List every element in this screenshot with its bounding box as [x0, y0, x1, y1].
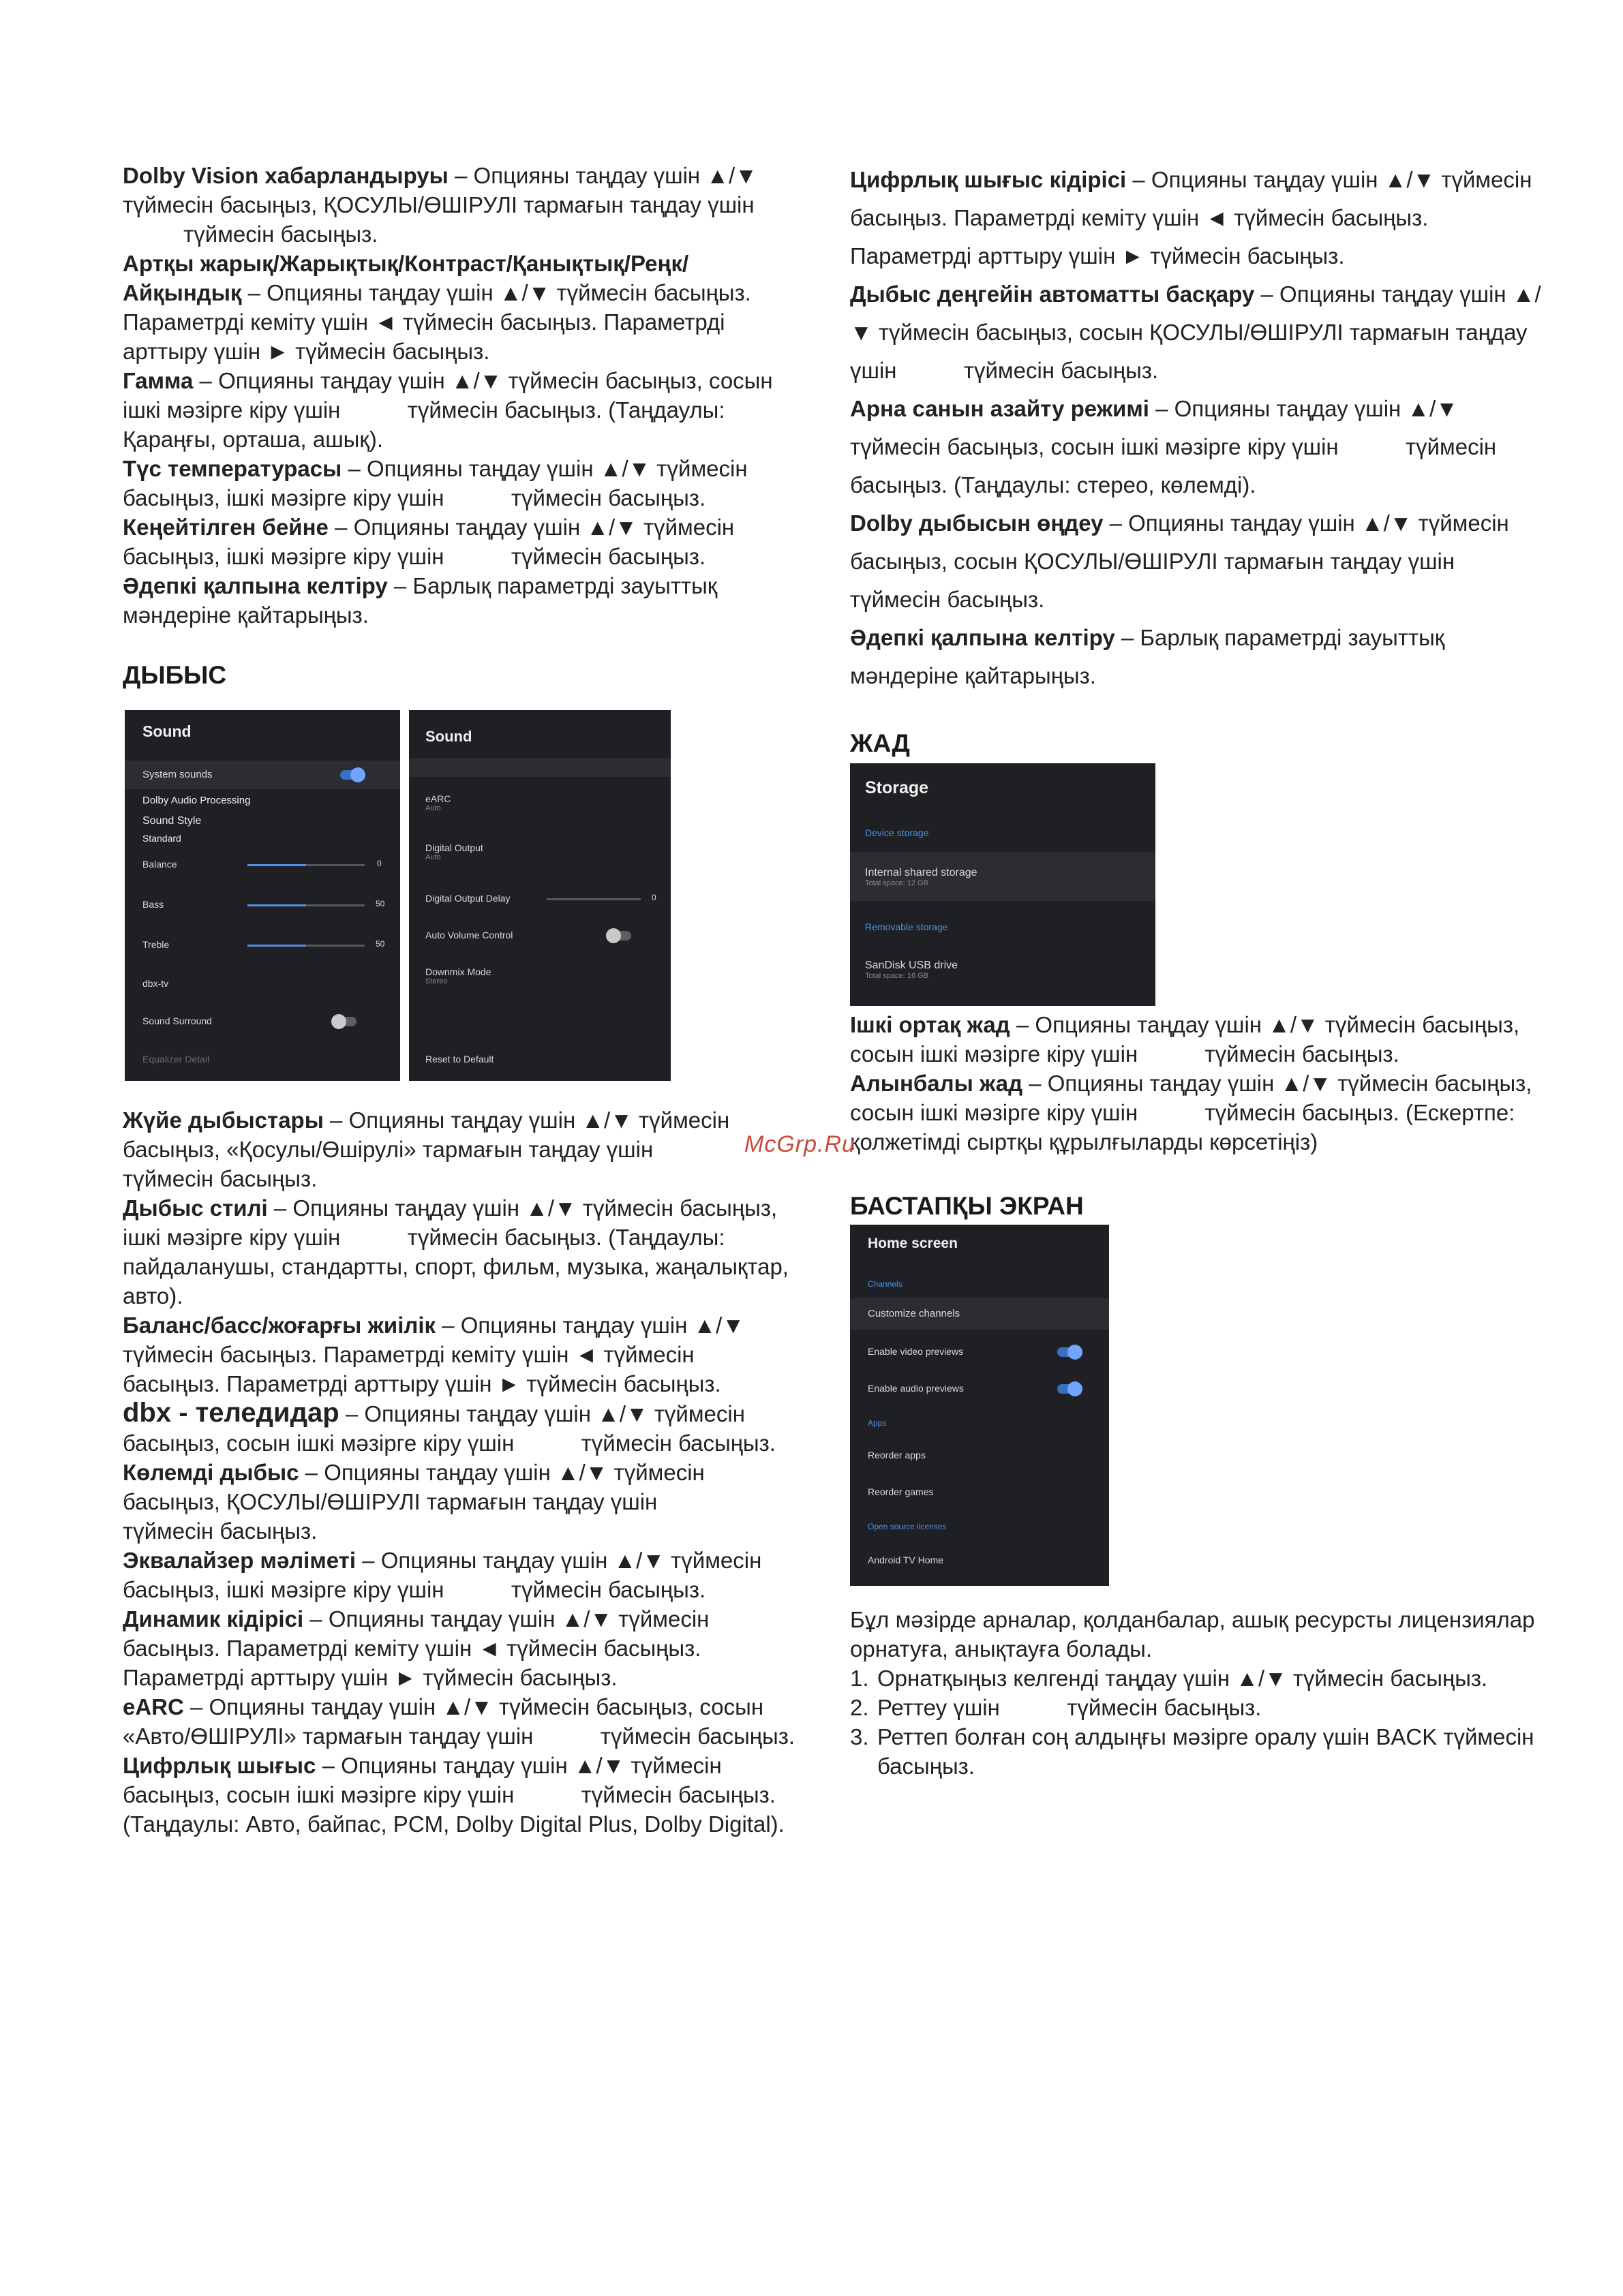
- paragraph-internal-storage: Ішкі ортақ жад – Опцияны таңдау үшін ▲/▼ түймесін басыңыз, сосын ішкі мәзірге кіру үшін түймесін басыңыз.: [850, 1012, 1520, 1067]
- storage-screen: [850, 763, 1155, 1006]
- system-sounds-toggle[interactable]: [340, 770, 363, 780]
- paragraph-advanced-video: Кеңейтілген бейне – Опцияны таңдау үшін ▲/▼ түймесін басыңыз, ішкі мәзірге кіру үшін түймесін басыңыз.: [123, 515, 735, 569]
- earc-row[interactable]: eARC Auto: [425, 793, 451, 812]
- paragraph-surround: Көлемді дыбыс – Опцияны таңдау үшін ▲/▼ түймесін басыңыз, ҚОСУЛЫ/ӨШІРУЛІ тармағын таңдау үшін түймесін басыңыз.: [123, 1460, 705, 1544]
- heading-storage: ЖАД: [850, 729, 910, 757]
- internal-storage-row[interactable]: Internal shared storage Total space: 12 GB: [850, 852, 1155, 901]
- apps-label: Apps: [868, 1418, 887, 1428]
- balance-slider-fill: [247, 864, 306, 866]
- paragraph-sound-style: Дыбыс стилі – Опцияны таңдау үшін ▲/▼ түймесін басыңыз, ішкі мәзірге кіру үшін түймесін басыңыз. (Таңдаулы: пайдаланушы, стандартты, спорт, фильм, музыка, жаңалықтар, авто).: [123, 1195, 789, 1308]
- screen-title: Storage: [865, 778, 929, 797]
- term: Dolby Vision хабарландыруы: [123, 163, 449, 188]
- paragraph-backlight: Артқы жарық/Жарықтық/Контраст/Қанықтық/Реңк/ Айқындық – Опцияны таңдау үшін ▲/▼ түймесін басыңыз. Параметрді кеміту үшін ◄ түймесін басыңыз. Параметрді арттыру үшін ► түймесін басыңыз.: [123, 251, 751, 364]
- right-column: [850, 161, 1545, 1781]
- digital-delay-slider[interactable]: [547, 898, 641, 900]
- sound-screenshots: [123, 710, 798, 1105]
- digital-output-row[interactable]: Digital Output Auto: [425, 842, 483, 861]
- balance-slider[interactable]: [247, 864, 365, 866]
- paragraph-dolby-vision: Dolby Vision хабарландыруы – Опцияны таңдау үшін ▲/▼ түймесін басыңыз, ҚОСУЛЫ/ӨШІРУЛІ тармағын таңдау үшін түймесін басыңыз.: [123, 163, 757, 247]
- paragraph-gamma: Гамма – Опцияны таңдау үшін ▲/▼ түймесін басыңыз, сосын ішкі мәзірге кіру үшін түймесін басыңыз. (Таңдаулы: Қараңғы, орташа, ашық).: [123, 368, 773, 452]
- paragraph-earc: eARC – Опцияны таңдау үшін ▲/▼ түймесін басыңыз, сосын «Авто/ӨШІРУЛІ» тармағын таңдау үшін түймесін басыңыз.: [123, 1694, 795, 1749]
- system-sounds-row[interactable]: System sounds: [125, 761, 400, 789]
- downmix-row[interactable]: Downmix Mode Stereo: [425, 966, 491, 985]
- list-item: 3. Реттеп болған соң алдыңғы мәзірге оралу үшін BACK түймесін басыңыз.: [850, 1724, 1534, 1779]
- paragraph-color-temperature: Түс температурасы – Опцияны таңдау үшін ▲/▼ түймесін басыңыз, ішкі мәзірге кіру үшін түймесін басыңыз.: [123, 456, 748, 510]
- list-item: 1. Орнатқыңыз келгенді таңдау үшін ▲/▼ түймесін басыңыз.: [850, 1666, 1488, 1691]
- audio-previews-toggle[interactable]: [1057, 1384, 1080, 1394]
- paragraph-digital-output: Цифрлық шығыс – Опцияны таңдау үшін ▲/▼ түймесін басыңыз, сосын ішкі мәзірге кіру үшін түймесін басыңыз. (Таңдаулы: Авто, байпас, PCM, Dolby Digital Plus, Dolby Digital).: [123, 1753, 785, 1837]
- screen-title: Sound: [425, 728, 472, 745]
- paragraph-digital-output-delay: Цифрлық шығыс кідірісі – Опцияны таңдау үшін ▲/▼ түймесін басыңыз. Параметрді кеміту үшін ◄ түймесін басыңыз. Параметрді арттыру үшін ► түймесін басыңыз.: [850, 167, 1532, 269]
- bass-slider[interactable]: [247, 904, 365, 906]
- watermark: McGrp.Ru: [744, 1131, 855, 1157]
- sound-surround-toggle[interactable]: [333, 1017, 357, 1026]
- paragraph-system-sounds: Жүйе дыбыстары – Опцияны таңдау үшін ▲/▼ түймесін басыңыз, «Қосулы/Өшірулі» тармағын таңдау үшін түймесін басыңыз.: [123, 1107, 730, 1191]
- paragraph-auto-volume: Дыбыс деңгейін автоматты басқару – Опцияны таңдау үшін ▲/▼ түймесін басыңыз, сосын ҚОСУЛЫ/ӨШІРУЛІ тармағын таңдау үшін түймесін басыңыз.: [850, 281, 1541, 383]
- licenses-label[interactable]: Open source licenses: [868, 1522, 947, 1531]
- left-column: [123, 161, 798, 1839]
- steps-list: [850, 1664, 1545, 1781]
- sound-screen-2: Sound eARC Auto Digital Output Auto Digital Output Delay 0 Auto Volume Control Downmix Mode Stereo Reset to Default: [409, 710, 671, 1081]
- treble-slider-fill: [247, 945, 306, 947]
- paragraph-dbx: dbx - теледидар – Опцияны таңдау үшін ▲/▼ түймесін басыңыз, сосын ішкі мәзірге кіру үшін түймесін басыңыз.: [123, 1398, 776, 1456]
- paragraph-home-intro: Бұл мәзірде арналар, қолданбалар, ашық ресурсты лицензиялар орнатуға, анықтауға болады.: [850, 1607, 1535, 1662]
- channels-label: Channels: [868, 1279, 902, 1289]
- home-screen: Home screen Channels Customize channels Enable video previews Enable audio previews Apps Reorder apps Reorder games Open source licenses Android TV Home: [850, 1225, 1109, 1586]
- usb-drive-row[interactable]: SanDisk USB drive Total space: 16 GB: [865, 960, 958, 980]
- paragraph-reset-right: Әдепкі қалпына келтіру – Барлық параметрді зауыттық мәндеріне қайтарыңыз.: [850, 625, 1445, 688]
- screen-title: Home screen: [868, 1236, 958, 1251]
- paragraph-dolby-audio: Dolby дыбысын өңдеу – Опцияны таңдау үшін ▲/▼ түймесін басыңыз, сосын ҚОСУЛЫ/ӨШІРУЛІ тармағын таңдау үшін түймесін басыңыз.: [850, 510, 1509, 612]
- screen-title: Sound: [142, 722, 192, 740]
- treble-slider[interactable]: [247, 945, 365, 947]
- bass-slider-fill: [247, 904, 306, 906]
- sound-screen-1: Sound System sounds Dolby Audio Processing Sound Style Standard Balance 0 Bass 50 Treble 50 dbx-tv Sound Surround Equalizer Detail: [125, 710, 400, 1081]
- device-storage-label: Device storage: [865, 827, 929, 838]
- paragraph-balance: Баланс/басс/жоғарғы жиілік – Опцияны таңдау үшін ▲/▼ түймесін басыңыз. Параметрді кеміту үшін ◄ түймесін басыңыз. Параметрді арттыру үшін ► түймесін басыңыз.: [123, 1313, 745, 1396]
- auto-volume-toggle[interactable]: [608, 931, 631, 940]
- heading-sound: ДЫБЫС: [123, 661, 227, 689]
- heading-home-screen: БАСТАПҚЫ ЭКРАН: [850, 1192, 1084, 1220]
- paragraph-equalizer: Эквалайзер мәліметі – Опцияны таңдау үшін ▲/▼ түймесін басыңыз, ішкі мәзірге кіру үшін түймесін басыңыз.: [123, 1548, 762, 1602]
- video-previews-toggle[interactable]: [1057, 1347, 1080, 1357]
- paragraph-speaker-delay: Динамик кідірісі – Опцияны таңдау үшін ▲/▼ түймесін басыңыз. Параметрді кеміту үшін ◄ түймесін басыңыз. Параметрді арттыру үшін ► түймесін басыңыз.: [123, 1606, 710, 1690]
- customize-channels-row[interactable]: Customize channels: [850, 1298, 1109, 1330]
- removable-storage-label: Removable storage: [865, 921, 948, 932]
- list-item: 2. Реттеу үшін түймесін басыңыз.: [850, 1695, 1262, 1720]
- paragraph-reset: Әдепкі қалпына келтіру – Барлық параметрді зауыттық мәндеріне қайтарыңыз.: [123, 573, 718, 628]
- paragraph-removable-storage: Алынбалы жад – Опцияны таңдау үшін ▲/▼ түймесін басыңыз, сосын ішкі мәзірге кіру үшін түймесін басыңыз. (Ескертпе: қолжетімді сыртқы құрылғыларды көрсетіңіз): [850, 1071, 1532, 1154]
- paragraph-downmix: Арна санын азайту режимі – Опцияны таңдау үшін ▲/▼ түймесін басыңыз, сосын ішкі мәзірге кіру үшін түймесін басыңыз. (Таңдаулы: стерео, көлемді).: [850, 396, 1497, 498]
- row-highlight: [409, 758, 671, 777]
